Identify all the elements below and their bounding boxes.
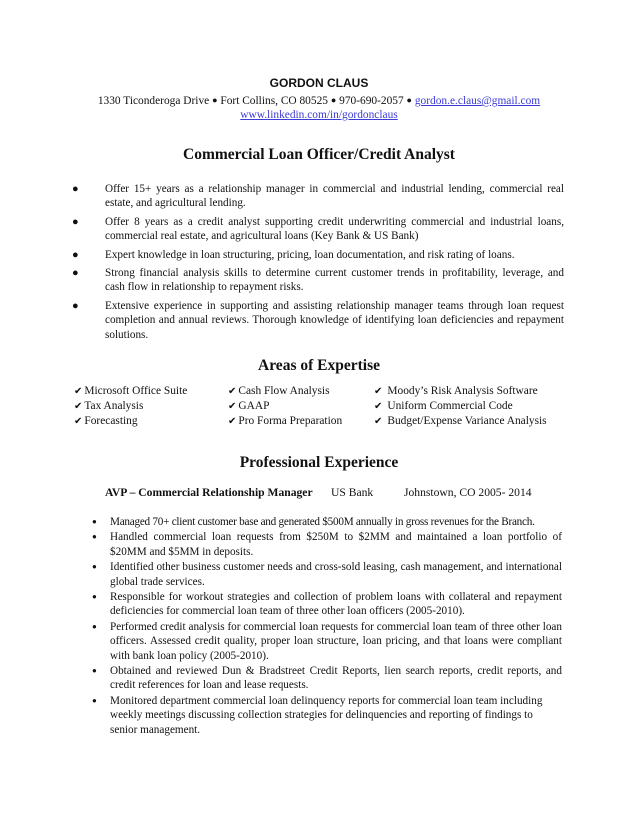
phone: 970-690-2057 (339, 95, 404, 107)
summary-item: ● Offer 8 years as a credit analyst supporting credit underwriting commercial and industrial loans, commercial real estate, and agricultural loans (Key Bank & US Bank) (72, 215, 564, 243)
contact-block (0, 93, 638, 122)
job-title: AVP – Commercial Relationship Manager (105, 486, 313, 499)
duty-item: ● Performed credit analysis for commercial loan requests for commercial loan team of three other loan officers. Assessed credit quality, proper loan structure, loan pricing, and that loans were compliant with bank loan policy (2005-2010). (92, 620, 562, 662)
job-header (105, 486, 565, 502)
check-icon: ✔ (74, 416, 83, 427)
check-icon: ✔ (374, 386, 383, 397)
city: Fort Collins, CO 80525 (220, 95, 328, 107)
summary-item: ● Strong financial analysis skills to determine current customer trends in profitability, leverage, and cash flow in relationship to repayment risks. (72, 267, 564, 294)
expertise-item: ✔ Microsoft Office Suite (74, 385, 188, 397)
duty-item: ● Managed 70+ client customer base and generated $500M annually in gross revenues for the Branch. (92, 516, 535, 528)
contact-line (0, 93, 638, 108)
check-icon: ✔ (74, 386, 83, 397)
duty-item: ● Obtained and reviewed Dun & Bradstreet Credit Reports, lien search reports, credit reports, and credit references for loan and lease requests. (92, 665, 562, 692)
summary-list (72, 182, 564, 342)
bullet-icon: ● (72, 248, 79, 261)
bullet-separator: ● (406, 95, 412, 105)
check-icon: ✔ (74, 401, 83, 412)
linkedin-link[interactable]: www.linkedin.com/in/gordonclaus (240, 109, 398, 121)
duty-item: ● Identified other business customer needs and cross-sold leasing, cash management, and international global trade services. (92, 561, 562, 588)
bullet-separator: ● (212, 95, 218, 105)
expertise-heading: Areas of Expertise (258, 357, 380, 374)
bullet-separator: ● (330, 95, 337, 105)
resume-title: Commercial Loan Officer/Credit Analyst (183, 146, 455, 163)
expertise-grid (74, 384, 594, 430)
check-icon: ✔ (374, 401, 383, 412)
check-icon: ✔ (228, 401, 237, 412)
summary-item: ● Offer 15+ years as a relationship manager in commercial and industrial lending, commercial real estate, and agricultural lending. (72, 183, 564, 210)
bullet-icon: ● (92, 666, 97, 676)
bullet-icon: ● (92, 695, 97, 705)
bullet-icon: ● (72, 183, 79, 195)
bullet-icon: ● (92, 532, 97, 542)
expertise-item: ✔ GAAP (228, 400, 270, 412)
duty-item: ● Responsible for workout strategies and collection of problem loans with collateral and repayment deficiencies for commercial loan team of three other loan officers (2005-2010). (92, 591, 562, 618)
expertise-item: ✔ Cash Flow Analysis (228, 385, 330, 397)
summary-item: ● Extensive experience in supporting and assisting relationship manager teams through loan request completion and annual reviews. Thorough knowledge of identifying loan deficiencies and repayment solutions. (72, 299, 564, 341)
bullet-icon: ● (92, 592, 97, 602)
expertise-item: ✔ Uniform Commercial Code (374, 400, 513, 412)
duty-item: ● Monitored department commercial loan delinquency reports for commercial loan team including weekly meetings discussing collection strategies for delinquencies and reporting of findings to senior management. (92, 694, 543, 736)
expertise-item: ✔ Forecasting (74, 415, 138, 427)
bullet-icon: ● (92, 621, 97, 631)
duties-list (92, 515, 562, 737)
check-icon: ✔ (228, 416, 237, 427)
experience-heading: Professional Experience (239, 454, 399, 471)
bullet-icon: ● (92, 562, 97, 572)
expertise-column (74, 384, 187, 429)
email-link[interactable]: gordon.e.claus@gmail.com (414, 95, 541, 107)
expertise-column (228, 384, 342, 429)
job-location-dates: Johnstown, CO 2005- 2014 (404, 486, 532, 499)
check-icon: ✔ (228, 386, 237, 397)
expertise-item: ✔ Moody’s Risk Analysis Software (374, 385, 538, 397)
bullet-icon: ● (72, 215, 79, 228)
check-icon: ✔ (374, 416, 383, 427)
bullet-icon: ● (72, 299, 79, 312)
expertise-item: ✔ Pro Forma Preparation (228, 415, 343, 427)
job-employer: US Bank (331, 486, 374, 499)
address: 1330 Ticonderoga Drive (97, 95, 210, 107)
bullet-icon: ● (72, 267, 79, 280)
expertise-item: ✔ Budget/Expense Variance Analysis (374, 415, 547, 427)
duty-item: ● Handled commercial loan requests from $250M to $2MM and maintained a loan portfolio of $20MM and $5MM in deposits. (92, 531, 562, 558)
bullet-icon: ● (92, 517, 97, 526)
summary-item: ● Expert knowledge in loan structuring, pricing, loan documentation, and risk rating of loans. (72, 248, 515, 261)
expertise-item: ✔ Tax Analysis (74, 400, 144, 412)
expertise-column (374, 384, 547, 429)
resume-name: GORDON CLAUS (269, 76, 369, 90)
